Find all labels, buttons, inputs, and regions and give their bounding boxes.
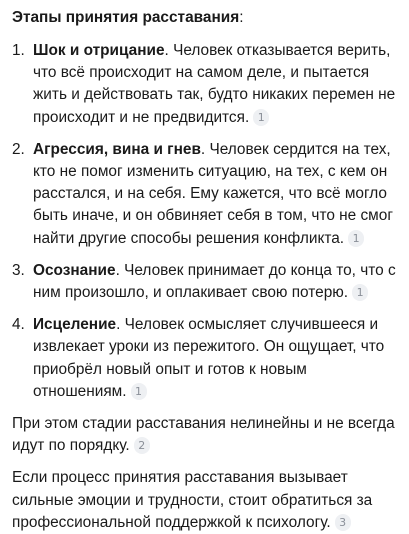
section-heading [12, 7, 397, 29]
item-title: Шок и отрицание [33, 42, 165, 59]
item-text: . Человек осмысляет случившееся и извлекает уроки из пережитого. Он ощущает, что приобрёл новый опыт и готов к новым отношениям. [33, 316, 385, 400]
item-title: Осознание [33, 261, 116, 279]
list-item [12, 40, 397, 129]
paragraph-text: Если процесс принятия расставания вызывает сильные эмоции и трудности, стоит обратиться за профессиональной поддержкой к психологу. [12, 469, 373, 531]
paragraph-text: При этом стадии расставания нелинейны и не всегда идут по порядку. [12, 415, 395, 455]
item-number: 1. [12, 42, 25, 59]
item-number: 3. [12, 261, 25, 279]
item-title: Агрессия, вина и гнев [33, 140, 201, 158]
item-text: . Человек принимает до конца то, что с ним произошло, и оплакивает свою потерю. [33, 261, 396, 302]
citation-badge[interactable]: 1 [348, 230, 364, 247]
item-number: 2. [12, 140, 25, 158]
citation-badge[interactable]: 1 [253, 109, 269, 126]
note-paragraph [12, 413, 397, 457]
item-number: 4. [12, 316, 25, 334]
advice-paragraph [12, 467, 397, 534]
item-text: . Человек отказывается верить, что всё происходит на самом деле, и пытается жить и действовать так, будто никаких перемен не происходит и не предвидится. [33, 42, 396, 126]
list-item [12, 260, 397, 304]
item-title: Исцеление [33, 316, 117, 334]
heading-text: Этапы принятия расставания [12, 9, 240, 26]
citation-badge[interactable]: 1 [131, 383, 147, 400]
heading-colon: : [239, 9, 244, 26]
stages-list [12, 40, 397, 403]
citation-badge[interactable]: 1 [352, 284, 368, 301]
item-text: . Человек сердится на тех, кто не помог изменить ситуацию, на тех, с кем он расстался, и на себя. Ему кажется, что всё могло быть иначе, и он обвиняет себя в том, что не смог найти другие способы решения конфликта. [33, 140, 393, 247]
list-item [12, 139, 397, 250]
list-item [12, 314, 397, 403]
citation-badge[interactable]: 2 [134, 437, 150, 454]
citation-badge[interactable]: 3 [335, 514, 351, 531]
